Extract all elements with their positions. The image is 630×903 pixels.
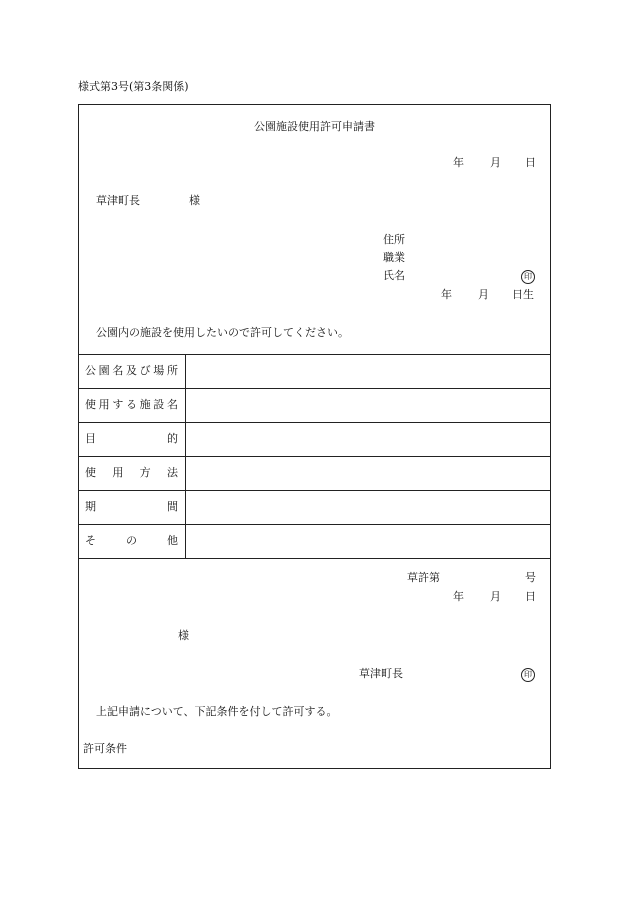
label-char: 法 — [166, 466, 178, 479]
label-char: 他 — [167, 534, 178, 547]
address-label: 住所 — [383, 233, 405, 246]
permittee-honorific: 様 — [178, 629, 189, 642]
row-label-purpose — [85, 432, 178, 446]
label-char: 使 — [85, 398, 96, 411]
addressee: 草津町長 — [96, 194, 140, 207]
date-year-label: 年 — [453, 156, 464, 169]
birth-month-label: 月 — [478, 288, 489, 301]
row-divider — [79, 456, 550, 457]
date-month-label: 月 — [490, 156, 501, 169]
occupation-label: 職業 — [383, 251, 405, 264]
label-char: 名 — [166, 398, 178, 411]
birth-year-label: 年 — [441, 288, 452, 301]
permit-date-month-label: 月 — [490, 590, 501, 603]
label-char: 的 — [167, 432, 178, 445]
row-label-other — [85, 534, 178, 548]
issuer-seal — [521, 667, 535, 682]
label-char: 用 — [112, 466, 124, 479]
label-char: 場 — [153, 364, 165, 377]
row-divider — [79, 490, 550, 491]
row-label-park-name-location — [85, 364, 178, 378]
seal-mark: 印 — [521, 668, 535, 682]
birth-day-label: 日生 — [512, 288, 534, 301]
table-bottom-border — [79, 558, 550, 559]
applicant-seal — [521, 269, 535, 284]
label-char: 設 — [153, 398, 165, 411]
name-label: 氏名 — [383, 269, 405, 282]
label-char: 方 — [139, 466, 151, 479]
row-divider — [79, 422, 550, 423]
application-form — [78, 104, 551, 769]
label-char: 目 — [85, 432, 96, 445]
column-divider — [185, 354, 186, 558]
conditions-label: 許可条件 — [83, 742, 127, 755]
label-char: び — [139, 364, 151, 377]
label-char: 名 — [112, 364, 124, 377]
seal-mark: 印 — [521, 270, 535, 284]
form-number: 様式第3号(第3条関係) — [78, 80, 189, 93]
request-text: 公園内の施設を使用したいので許可してください。 — [96, 326, 349, 339]
date-day-label: 日 — [525, 156, 536, 169]
label-char: 園 — [98, 364, 110, 377]
form-title: 公園施設使用許可申請書 — [254, 120, 375, 133]
label-char: 所 — [166, 364, 178, 377]
row-divider — [79, 388, 550, 389]
addressee-honorific: 様 — [189, 194, 200, 207]
label-char: 施 — [139, 398, 151, 411]
label-char: 期 — [85, 500, 96, 513]
label-char: 使 — [85, 466, 96, 479]
table-top-border — [79, 354, 550, 355]
row-divider — [79, 524, 550, 525]
label-char: す — [112, 398, 124, 411]
permit-text: 上記申請について、下記条件を付して許可する。 — [96, 705, 338, 718]
permit-number-prefix: 草許第 — [407, 571, 440, 584]
label-char: る — [125, 398, 137, 411]
permit-date-year-label: 年 — [453, 590, 464, 603]
label-char: の — [126, 534, 137, 547]
permit-number-suffix: 号 — [525, 571, 536, 584]
row-label-facility-name — [85, 398, 178, 412]
label-char: 及 — [125, 364, 137, 377]
permit-date-day-label: 日 — [525, 590, 536, 603]
label-char: 公 — [85, 364, 96, 377]
row-label-usage-method — [85, 466, 178, 480]
issuer: 草津町長 — [359, 667, 403, 680]
label-char: 用 — [98, 398, 110, 411]
row-label-period — [85, 500, 178, 514]
label-char: 間 — [167, 500, 178, 513]
label-char: そ — [85, 534, 96, 547]
